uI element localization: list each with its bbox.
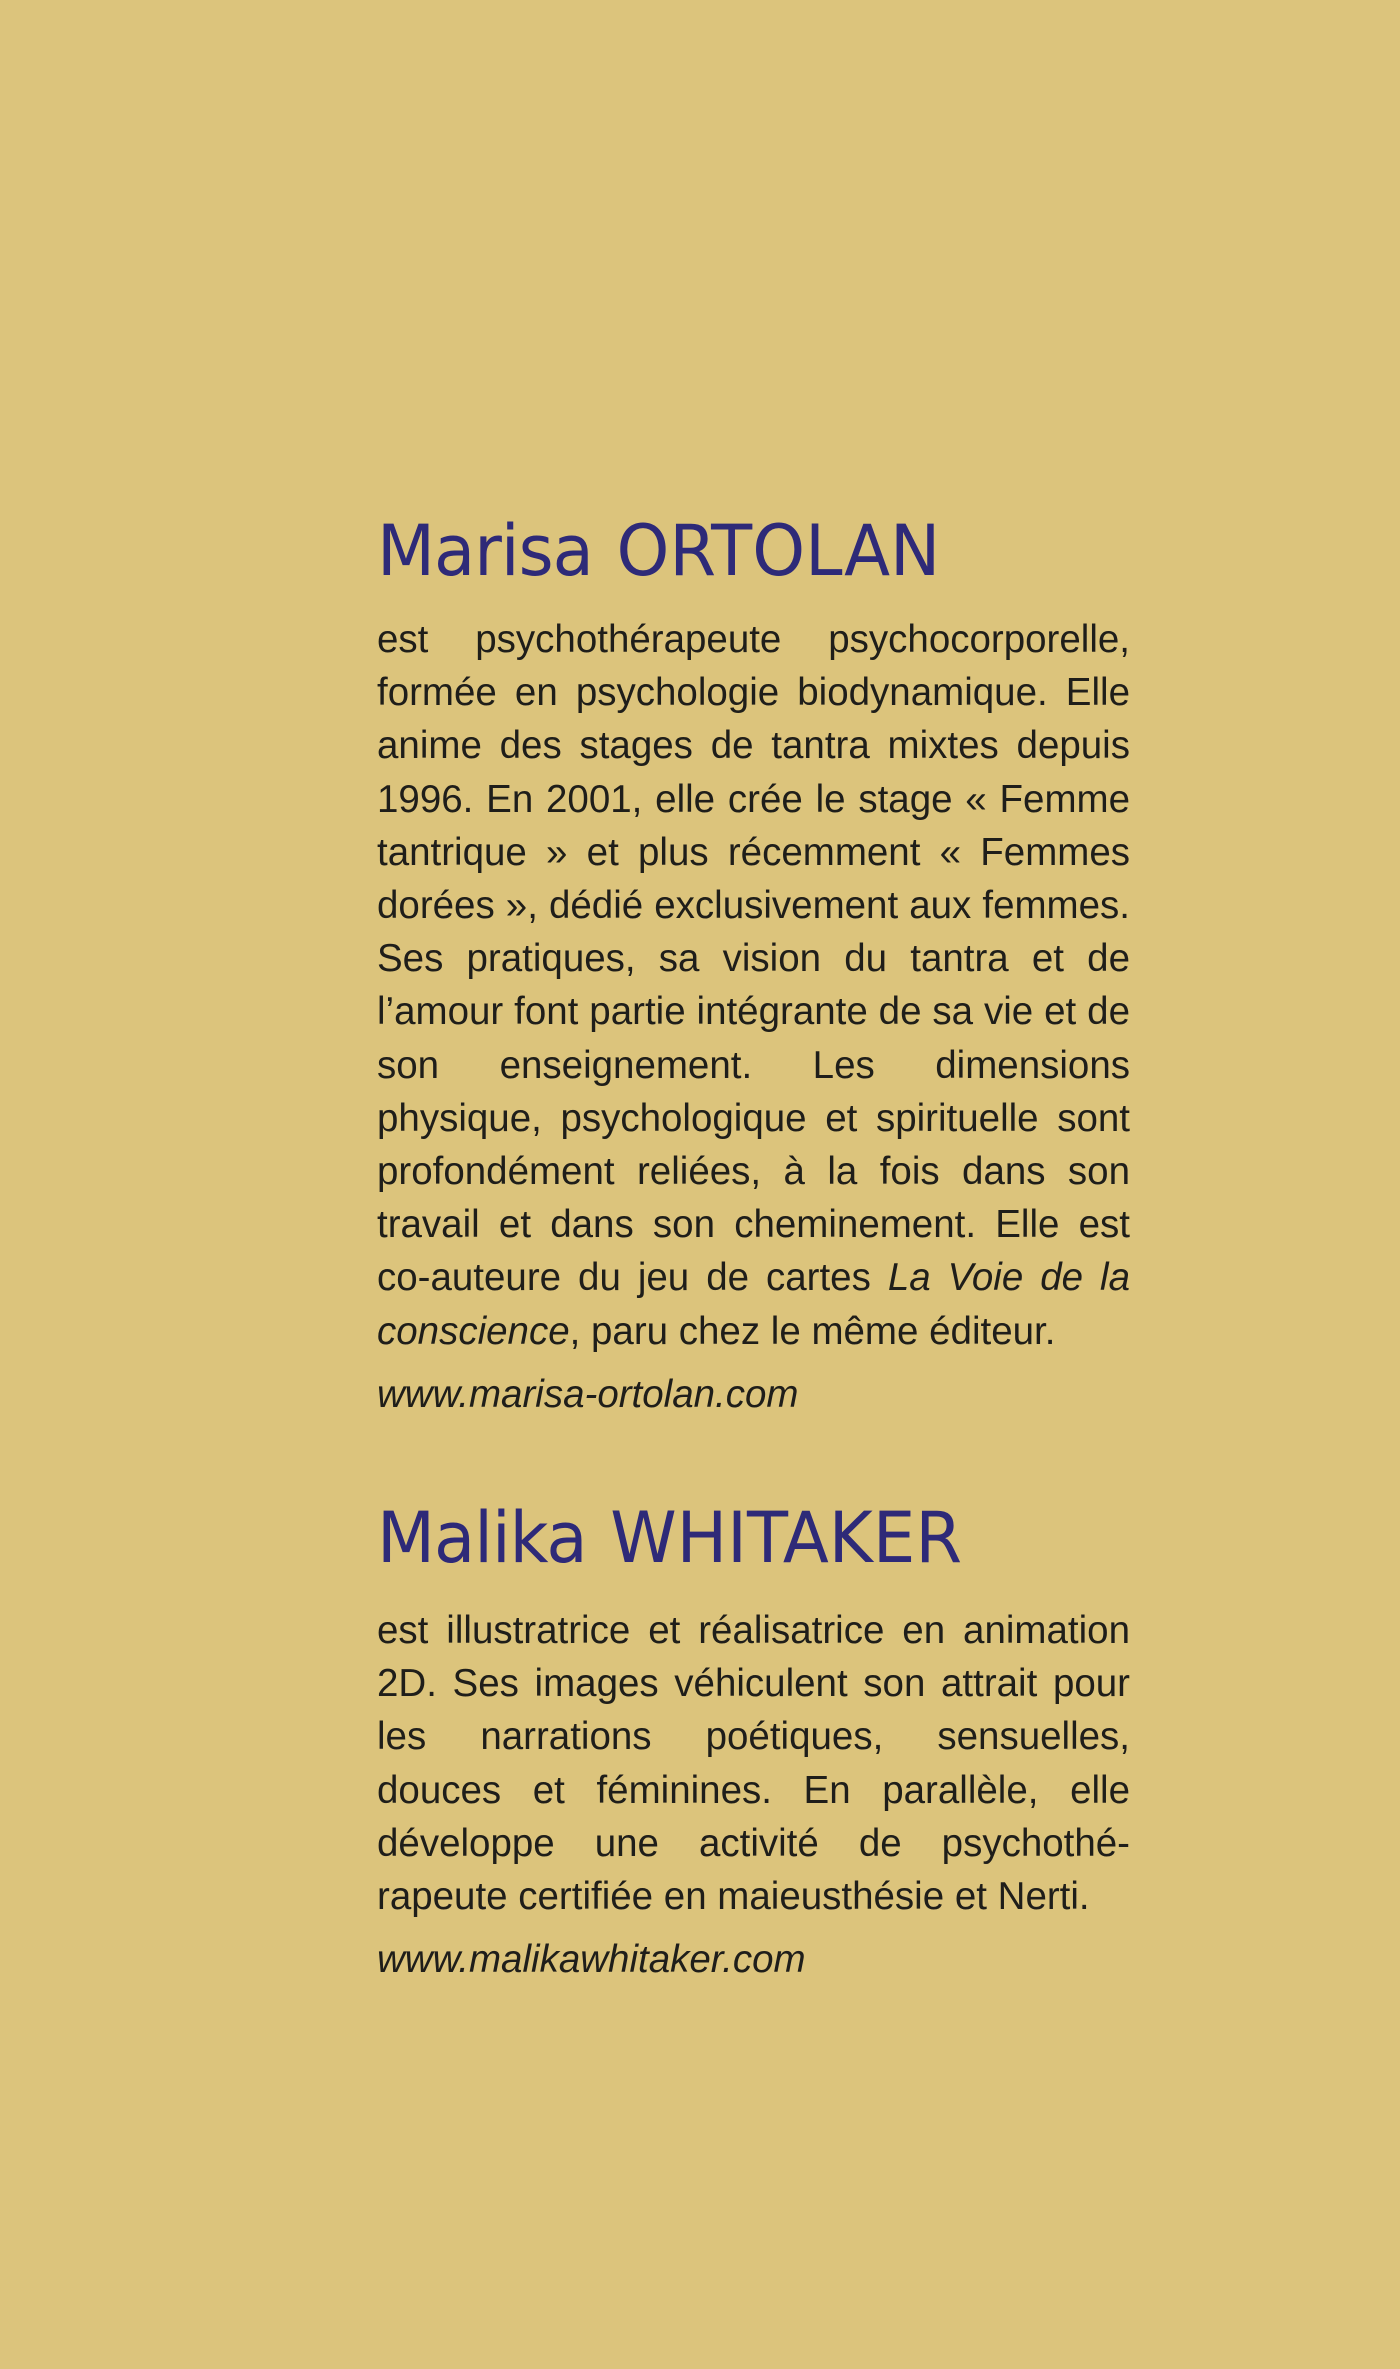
author-first-name: Marisa (377, 510, 593, 592)
bio-text-after-title: , paru chez le même éditeur. (569, 1309, 1056, 1353)
author-bio-malika-whitaker (377, 1492, 1130, 1986)
author-last-name: ORTOLAN (616, 510, 941, 592)
author-last-name: WHITAKER (610, 1497, 963, 1579)
author-bio-text (377, 613, 1130, 1358)
author-website: www.malikawhitaker.com (377, 1938, 806, 1982)
book-title: La Voie de la conscience (377, 1256, 1130, 1353)
author-name (377, 1492, 1100, 1582)
author-first-name: Malika (377, 1497, 587, 1579)
author-bio-marisa-ortolan (377, 505, 1130, 1421)
bio-text-before-title: est psychothérapeute psychocorporelle, formée en psychologie biodynamique. Elle anime des stages de tantra mixtes depuis 1996. En 2001, elle crée le stage « Femme tantrique » et plus récemment « Femmes dorées », dédié exclusivement aux femmes. Ses pratiques, sa vision du tantra et de l’amour font partie intégrante de sa vie et de son enseignement. Les dimensions physique, psychologique et spirituelle sont profondément reliées, à la fois dans son travail et dans son cheminement. Elle est co-auteure du jeu de cartes (377, 618, 1130, 1300)
author-bio-text: est illustratrice et réalisatrice en animation 2D. Ses images véhiculent son attrait pour les narrations poétiques, sensuelles, douces et féminines. En parallèle, elle développe une activité de psychothé-rapeute certifiée en maieusthésie et Nerti. (377, 1609, 1130, 1919)
author-name (377, 505, 1100, 595)
author-website: www.marisa-ortolan.com (377, 1372, 799, 1416)
